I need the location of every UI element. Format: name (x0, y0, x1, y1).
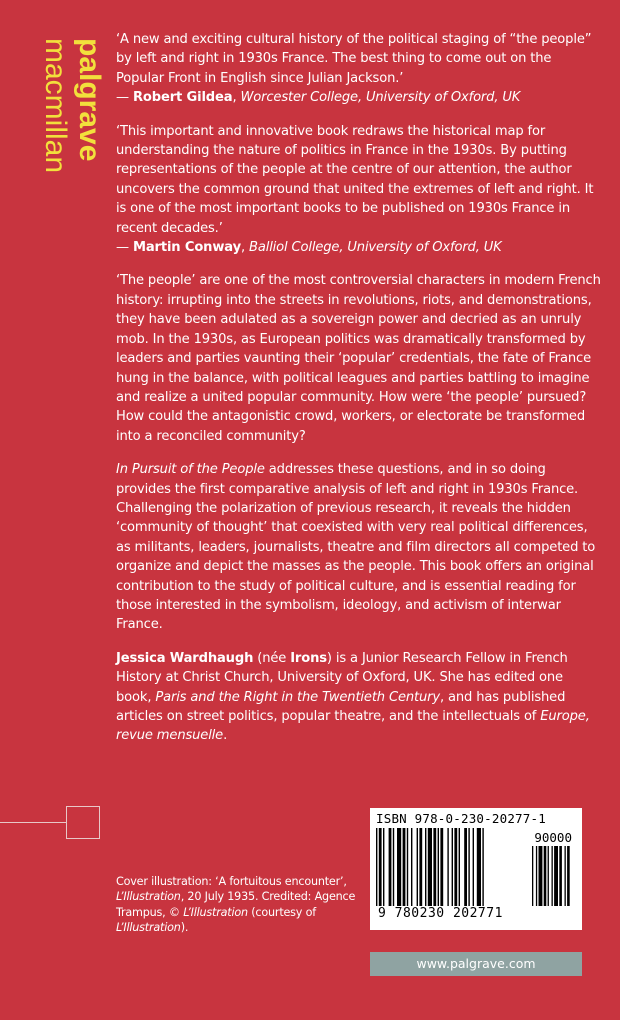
endorsement-quote (116, 30, 602, 108)
quote-author: Martin Conway (132, 240, 241, 256)
barcode-bar (419, 828, 422, 906)
barcode-bar (559, 846, 562, 906)
barcode-bar (393, 828, 394, 906)
barcode-bar (383, 828, 384, 906)
barcode-bar (552, 846, 553, 906)
barcode-bar (532, 846, 533, 906)
barcode-bar (379, 828, 382, 906)
barcode-bar (554, 846, 558, 906)
back-cover-text (116, 30, 602, 760)
barcode-bar (477, 828, 481, 906)
barcode-bar (433, 828, 436, 906)
isbn-barcode (370, 808, 582, 930)
quote-text: ‘This important and innovative book redraws the historical map for understanding the nature of politics in France in the 1930s. By putting representations of the people at the centre of our attention, the author uncovers the common ground that united the extremes of left and right. It is one of the most important books to be published on 1930s France in recent decades.’ (116, 123, 594, 236)
decorative-square (66, 806, 100, 839)
barcode-bar (567, 846, 570, 906)
barcode-bar (397, 828, 401, 906)
journal-title: Europe, revue mensuelle (116, 709, 590, 744)
barcode-bar (428, 828, 432, 906)
barcode-bar (411, 828, 412, 906)
barcode-bar (482, 828, 483, 906)
quote-attribution: — Robert Gildea, Worcester College, University of Oxford, UK (116, 90, 521, 106)
barcode-bar (447, 828, 448, 906)
quote-attribution: — Martin Conway, Balliol College, University of Oxford, UK (116, 240, 502, 256)
barcode-bar (403, 828, 406, 906)
barcode-bar (376, 828, 377, 906)
barcode-bar (468, 828, 469, 906)
barcode-bar (536, 846, 537, 906)
barcode-bar (440, 828, 443, 906)
quote-affiliation: Worcester College, University of Oxford, UK (240, 90, 521, 106)
description-paragraph: In Pursuit of the People addresses these questions, and in so doing provides the first comparative analysis of left and right in 1930s France. Challenging the polarization of previous research, it reveals the hidden ‘community of thought’ that coexisted with very real political differences, as militants, leaders, journalists, theatre and film directors all competed to organize and depict the masses as the people. This book offers an original contribution to the study of political culture, and is essential reading for those interested in the symbolism, ideology, and activism of interwar France. (116, 462, 596, 633)
publisher-logo (22, 34, 106, 194)
barcode-bar (539, 846, 543, 906)
book-title: In Pursuit of the People (116, 462, 265, 478)
edited-book-title: Paris and the Right in the Twentieth Century (155, 689, 440, 705)
website-url: www.palgrave.com (370, 952, 582, 976)
barcode-bar (565, 846, 566, 906)
quote-author: Robert Gildea (132, 90, 233, 106)
barcode-bar (544, 846, 547, 906)
barcode-bar (407, 828, 408, 906)
logo-text-macmillan: macmillan (39, 38, 72, 174)
ean-number: 9 780230 202771 (378, 906, 503, 921)
barcode-bar (389, 828, 392, 906)
author-name: Jessica Wardhaugh (116, 650, 254, 666)
decorative-line (0, 822, 66, 823)
barcode-bar (464, 828, 467, 906)
barcode-bar (425, 828, 426, 906)
price-code: 90000 (534, 830, 572, 845)
cover-illustration-credit: Cover illustration: ‘A fortuitous encounter’, L’Illustration, 20 July 1935. Credited: Agence Trampus, © L’Illustration (courtesy of L’Illustration). (116, 875, 356, 935)
isbn-label: ISBN 978-0-230-20277-1 (376, 811, 546, 826)
barcode-bar (438, 828, 439, 906)
barcode-bar (417, 828, 418, 906)
barcode-bar (454, 828, 457, 906)
barcode-bar (473, 828, 474, 906)
quote-text: ‘A new and exciting cultural history of the political staging of “the people” by left and right in 1930s France. The best thing to come out on the Popular Front in English since Julian Jackson.’ (116, 32, 592, 86)
barcode-bar (459, 828, 460, 906)
endorsement-quote (116, 122, 602, 258)
author-bio: Jessica Wardhaugh (née Irons) is a Junior Research Fellow in French History at Christ Church, University of Oxford, UK. She has edited one book, Paris and the Right in the Twentieth Century, and has published articles on street politics, popular theatre, and the intellectuals of Europe, revue mensuelle. (116, 650, 590, 744)
barcode-bar (548, 846, 549, 906)
description-paragraph: ‘The people’ are one of the most controversial characters in modern French history: irrupting into the streets in revolutions, riots, and demonstrations, they have been adulated as a sovereign power and decried as an unruly mob. In the 1930s, as European politics was dramatically transformed by leaders and parties vaunting their ‘popular’ credentials, the fate of France hung in the balance, with political leagues and parties battling to imagine and realize a united popular community. How were ‘the people’ pursued? How could the antagonistic crowd, workers, or electorate be transformed into a reconciled community? (116, 273, 601, 444)
logo-text-palgrave: palgrave (73, 38, 106, 162)
barcode-bar (452, 828, 453, 906)
palgrave-macmillan-logo (22, 34, 106, 194)
quote-affiliation: Balliol College, University of Oxford, UK (249, 240, 502, 256)
